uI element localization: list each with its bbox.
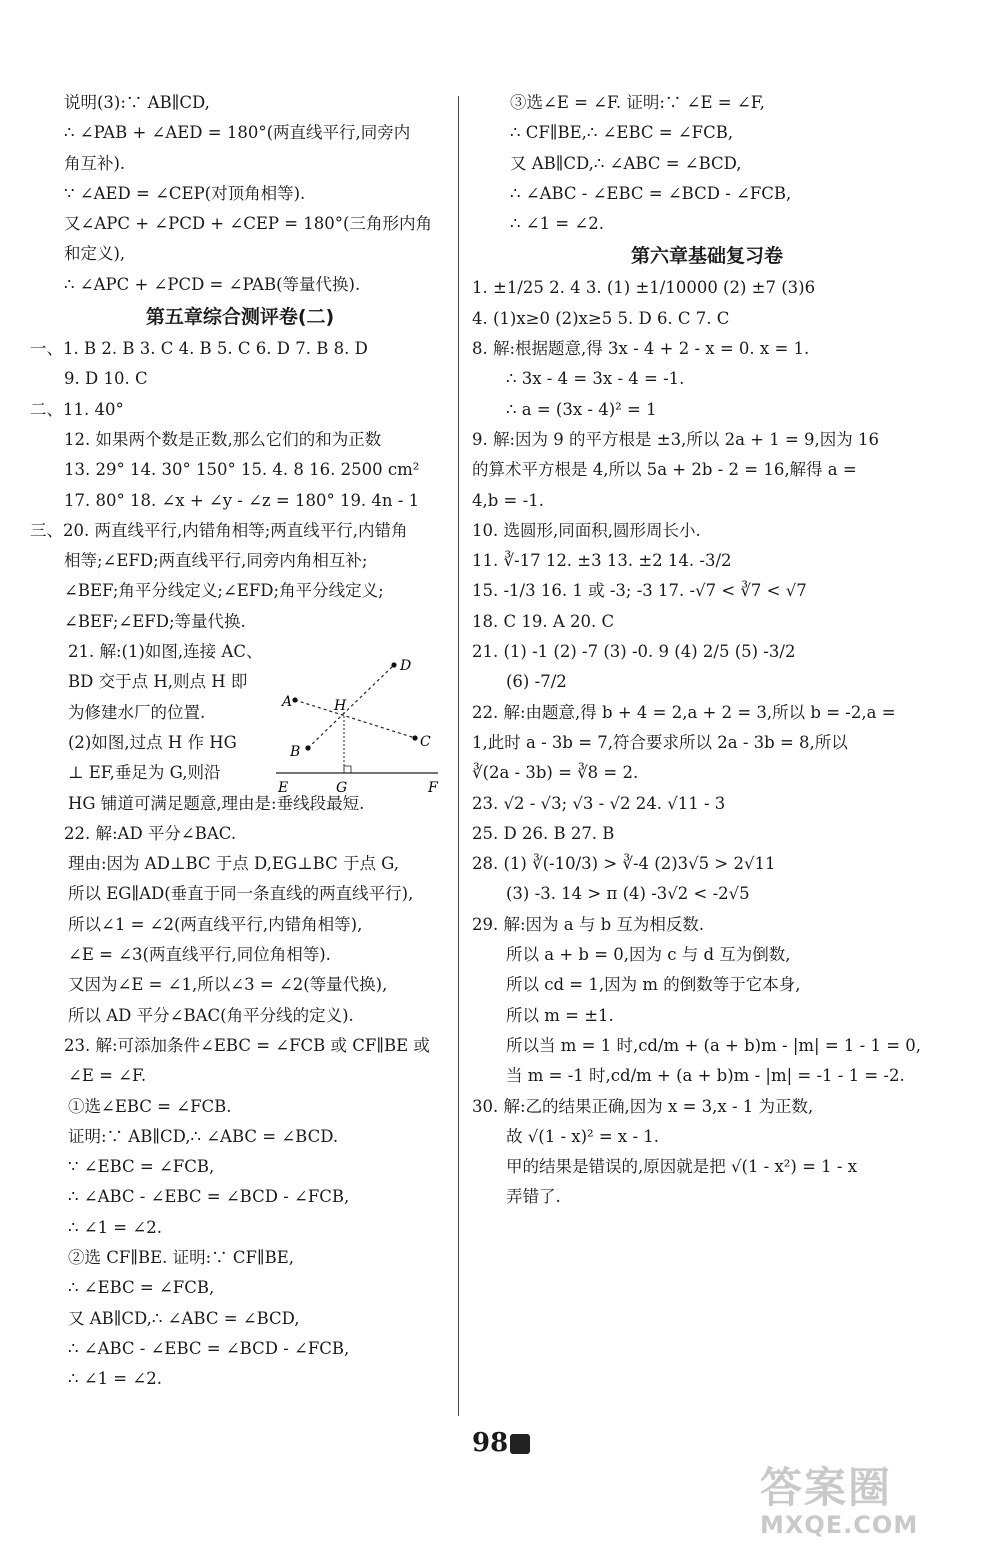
answer-line: 17. 80° 18. ∠x + ∠y - ∠z = 180° 19. 4n - 1 — [64, 490, 420, 510]
answer-line: 又因为∠E = ∠1,所以∠3 = ∠2(等量代换), — [68, 975, 388, 995]
answer-line: 所以 EG∥AD(垂直于同一条直线的两直线平行), — [68, 884, 414, 904]
answer-line: 21. 解:(1)如图,连接 AC、 — [68, 642, 263, 662]
page-badge-icon — [510, 1434, 530, 1454]
answer-line: 为修建水厂的位置. — [68, 702, 206, 722]
label-E: E — [278, 780, 289, 796]
answer-line: 故 √(1 - x)² = x - 1. — [506, 1126, 660, 1146]
answer-line: (3) -3. 14 > π (4) -3√2 < -2√5 — [506, 884, 750, 904]
line-AC — [295, 700, 415, 738]
point-B — [305, 745, 310, 750]
answer-line: 8. 解:根据题意,得 3x - 4 + 2 - x = 0. x = 1. — [472, 339, 810, 359]
answer-line: HG 铺道可满足题意,理由是:垂线段最短. — [68, 793, 365, 813]
point-A — [292, 697, 297, 702]
answer-line: 23. 解:可添加条件∠EBC = ∠FCB 或 CF∥BE 或 — [64, 1035, 430, 1055]
text-line: ∴ ∠ABC - ∠EBC = ∠BCD - ∠FCB, — [510, 183, 792, 203]
answer-line: ∠E = ∠F. — [68, 1066, 147, 1086]
section-title-ch5: 第五章综合测评卷(二) — [145, 306, 335, 329]
answer-line: 所以 a + b = 0,因为 c 与 d 互为倒数, — [506, 945, 791, 965]
answer-line: 理由:因为 AD⊥BC 于点 D,EG⊥BC 于点 G, — [68, 854, 400, 874]
label-A: A — [282, 694, 293, 710]
answer-line: 所以 m = ±1. — [506, 1005, 614, 1025]
answer-line: 所以当 m = 1 时,cd/m + (a + b)m - |m| = 1 - 1 = 0, — [506, 1035, 922, 1055]
answer-line: 相等;∠EFD;两直线平行,同旁内角相互补; — [64, 551, 368, 571]
watermark-url: MXQE.COM — [760, 1511, 919, 1539]
answer-line: (6) -7/2 — [506, 672, 567, 692]
answer-line: ∴ ∠EBC = ∠FCB, — [68, 1278, 215, 1298]
answer-line: 当 m = -1 时,cd/m + (a + b)m - |m| = -1 - 1 = -2. — [506, 1066, 905, 1086]
answer-line: ∠BEF;角平分线定义;∠EFD;角平分线定义; — [64, 581, 384, 601]
answer-line: 15. -1/3 16. 1 或 -3; -3 17. -√7 < ∛7 < √7 — [472, 581, 807, 601]
answer-line: ∵ ∠EBC = ∠FCB, — [68, 1157, 215, 1177]
answer-line: ∴ 3x - 4 = 3x - 4 = -1. — [506, 369, 685, 389]
answer-line: 22. 解:由题意,得 b + 4 = 2,a + 2 = 3,所以 b = -2,a = — [472, 702, 896, 722]
text-line: ∴ ∠1 = ∠2. — [510, 214, 604, 234]
answer-line: ∴ ∠1 = ∠2. — [68, 1369, 162, 1389]
answer-line: 21. (1) -1 (2) -7 (3) -0. 9 (4) 2/5 (5) -3/2 — [472, 642, 796, 662]
answer-line: 30. 解:乙的结果正确,因为 x = 3,x - 1 为正数, — [472, 1096, 814, 1116]
answer-line: 弄错了. — [506, 1187, 561, 1207]
answer-line: 4. (1)x≥0 (2)x≥5 5. D 6. C 7. C — [472, 308, 730, 328]
label-C: C — [420, 734, 431, 750]
answer-line: ①选∠EBC = ∠FCB. — [68, 1096, 232, 1116]
answer-line: (2)如图,过点 H 作 HG — [68, 732, 237, 752]
answer-line: 甲的结果是错误的,原因就是把 √(1 - x²) = 1 - x — [506, 1157, 858, 1177]
answer-line: 的算术平方根是 4,所以 5a + 2b - 2 = 16,解得 a = — [472, 460, 857, 480]
point-C — [412, 735, 417, 740]
answer-line: ∴ a = (3x - 4)² = 1 — [506, 399, 657, 419]
text-line: 角互补). — [64, 153, 126, 173]
answer-line: 18. C 19. A 20. C — [472, 611, 615, 631]
text-line: ∴ ∠APC + ∠PCD = ∠PAB(等量代换). — [64, 274, 361, 294]
line-BD — [308, 665, 394, 748]
answer-line: 12. 如果两个数是正数,那么它们的和为正数 — [64, 429, 382, 449]
answer-line: 23. √2 - √3; √3 - √2 24. √11 - 3 — [472, 793, 726, 813]
answer-line: BD 交于点 H,则点 H 即 — [68, 672, 248, 692]
answer-line: 1,此时 a - 3b = 7,符合要求所以 2a - 3b = 8,所以 — [472, 732, 848, 752]
text-line: 又 AB∥CD,∴ ∠ABC = ∠BCD, — [510, 153, 742, 173]
answer-line: 1. ±1/25 2. 4 3. (1) ±1/10000 (2) ±7 (3)6 — [472, 278, 816, 298]
text-line: ∴ ∠PAB + ∠AED = 180°(两直线平行,同旁内 — [64, 123, 411, 143]
right-column — [472, 88, 942, 1213]
answer-line: 29. 解:因为 a 与 b 互为相反数. — [472, 914, 705, 934]
answer-line: 9. 解:因为 9 的平方根是 ±3,所以 2a + 1 = 9,因为 16 — [472, 429, 880, 449]
answer-line: 25. D 26. B 27. B — [472, 823, 615, 843]
answer-line: 28. (1) ∛(-10/3) > ∛-4 (2)3√5 > 2√11 — [472, 854, 776, 874]
page-number: 98 — [472, 1428, 509, 1458]
answer-line: ∴ ∠ABC - ∠EBC = ∠BCD - ∠FCB, — [68, 1338, 350, 1358]
answer-line: 一、1. B 2. B 3. C 4. B 5. C 6. D 7. B 8. D — [30, 339, 368, 359]
answer-line: 10. 选圆形,同面积,圆形周长小. — [472, 520, 701, 540]
label-D: D — [400, 658, 412, 674]
label-B: B — [290, 744, 301, 760]
label-H: H — [334, 698, 347, 714]
answer-line: 4,b = -1. — [472, 490, 544, 510]
watermark-logo-text: 答案圈 — [760, 1463, 893, 1512]
watermark — [760, 1455, 918, 1539]
label-F: F — [428, 780, 438, 796]
answer-line: 所以 cd = 1,因为 m 的倒数等于它本身, — [506, 975, 801, 995]
answer-line: 所以 AD 平分∠BAC(角平分线的定义). — [68, 1005, 354, 1025]
answer-line: 9. D 10. C — [64, 369, 148, 389]
label-G: G — [336, 780, 348, 796]
right-angle-mark — [344, 766, 351, 773]
text-line: ∵ ∠AED = ∠CEP(对顶角相等). — [64, 183, 306, 203]
text-line: 又∠APC + ∠PCD + ∠CEP = 180°(三角形内角 — [64, 214, 432, 234]
point-D — [391, 662, 396, 667]
text-line: ③选∠E = ∠F. 证明:∵ ∠E = ∠F, — [510, 93, 765, 112]
answer-line: 22. 解:AD 平分∠BAC. — [64, 823, 237, 843]
section-title-ch6: 第六章基础复习卷 — [630, 245, 783, 268]
text-line: 说明(3):∵ AB∥CD, — [64, 93, 210, 112]
column-divider — [458, 96, 459, 1416]
answer-line: 二、11. 40° — [30, 399, 124, 419]
text-line: 和定义), — [64, 244, 126, 264]
answer-line: 11. ∛-17 12. ±3 13. ±2 14. -3/2 — [472, 551, 732, 571]
answer-line: 所以∠1 = ∠2(两直线平行,内错角相等), — [68, 914, 363, 934]
answer-line: 证明:∵ AB∥CD,∴ ∠ABC = ∠BCD. — [68, 1126, 339, 1146]
answer-line: 又 AB∥CD,∴ ∠ABC = ∠BCD, — [68, 1308, 300, 1328]
answer-line: ∴ ∠ABC - ∠EBC = ∠BCD - ∠FCB, — [68, 1187, 350, 1207]
answer-line: ∠E = ∠3(两直线平行,同位角相等). — [68, 945, 331, 965]
q21-geometry-figure — [270, 656, 445, 796]
answer-line: 三、20. 两直线平行,内错角相等;两直线平行,内错角 — [30, 520, 408, 540]
text-line: ∴ CF∥BE,∴ ∠EBC = ∠FCB, — [510, 123, 734, 143]
answer-line: ∠BEF;∠EFD;等量代换. — [64, 611, 246, 631]
answer-line: ②选 CF∥BE. 证明:∵ CF∥BE, — [68, 1247, 295, 1267]
answer-line: ∴ ∠1 = ∠2. — [68, 1217, 162, 1237]
answer-line: 13. 29° 14. 30° 150° 15. 4. 8 16. 2500 cm² — [64, 460, 420, 480]
answer-line: ∛(2a - 3b) = ∛8 = 2. — [472, 763, 639, 783]
answer-line: ⊥ EF,垂足为 G,则沿 — [68, 763, 221, 783]
